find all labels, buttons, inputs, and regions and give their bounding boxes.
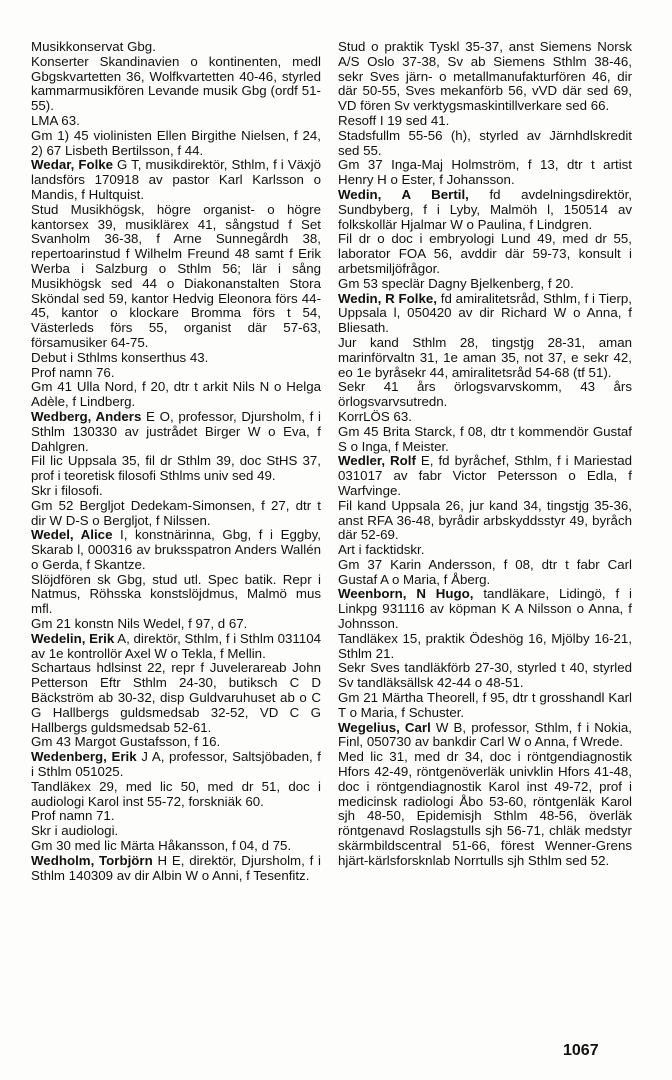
entry-text: Stud o praktik Tyskl 35-37, anst Siemens Norsk A/S Oslo 37-38, Sv ab Siemens Sthlm 38-46, sekr Sves järn- o metallmanufakturfören 46, dir där 50-55, Sves mekanförb 56, vVD där sed 69, VD fören Sv verktygsmaskintillverkare sed 66. [338, 39, 632, 114]
person-name: Wedel, Alice [31, 527, 113, 543]
entry-text: Resoff I 19 sed 41. [338, 112, 450, 128]
entry-paragraph [31, 351, 321, 366]
entry-paragraph [338, 336, 632, 380]
entry-text: Skr i audiologi. [31, 823, 119, 839]
biography-entry [31, 854, 321, 884]
entry-paragraph [31, 824, 321, 839]
person-name: Wedin, A Bertil, [338, 186, 469, 202]
entry-paragraph [31, 735, 321, 750]
entry-text: Tandläkex 15, praktik Ödeshög 16, Mjölby 16-21, Sthlm 21. [338, 630, 632, 661]
person-name: Weenborn, N Hugo, [338, 586, 474, 602]
entry-text: Slöjdfören sk Gbg, stud utl. Spec batik. Repr i Natmus, Röhsska konstslöjdmus, Malmö mus mfl. [31, 571, 321, 617]
entry-text: KorrLÖS 63. [338, 408, 412, 424]
entry-text: Gm 53 speclär Dagny Bjelkenberg, f 20. [338, 275, 574, 291]
entry-text: Gm 1) 45 violinisten Ellen Birgithe Nielsen, f 24, 2) 67 Lisbeth Bertilsson, f 44. [31, 127, 321, 158]
biography-entry [31, 410, 321, 454]
entry-text: E O, professor, Djursholm, f i Sthlm 130330 av justrådet Birger W o Eva, f Dahlgren. [31, 408, 321, 454]
entry-paragraph [338, 558, 632, 588]
entry-paragraph [338, 40, 632, 114]
person-name: Wedholm, Torbjörn [31, 852, 153, 868]
entry-paragraph [31, 366, 321, 381]
entry-text: Gm 21 Märtha Theorell, f 95, dtr t grosshandl Karl T o Maria, f Schuster. [338, 690, 632, 720]
entry-text: Gm 45 Brita Starck, f 08, dtr t kommendör Gustaf S o Inga, f Meister. [338, 423, 632, 454]
entry-text: G T, musikdirektör, Sthlm, f i Växjö landsförs 170918 av pastor Karl Karlsson o Mandis, f Hultquist. [31, 157, 322, 202]
entry-paragraph [338, 691, 632, 721]
entry-text: Debut i Sthlms konserthus 43. [31, 349, 209, 365]
entry-paragraph [31, 780, 321, 810]
entry-text: Gm 37 Inga-Maj Holmström, f 13, dtr t artist Henry H o Ester, f Johansson. [338, 157, 632, 188]
entry-paragraph [31, 499, 321, 529]
entry-paragraph [31, 617, 321, 632]
biography-entry [338, 721, 632, 751]
entry-text: Gm 41 Ulla Nord, f 20, dtr t arkit Nils N o Helga Adèle, f Lindberg. [31, 379, 321, 410]
entry-paragraph [338, 129, 632, 159]
entry-text: Fil kand Uppsala 26, jur kand 34, tingstjg 35-36, anst RFA 36-48, byrådir arbskyddsstyr 49, byråch där 52-69. [338, 497, 632, 543]
entry-paragraph [31, 203, 321, 351]
entry-text: Skr i filosofi. [31, 482, 103, 498]
entry-paragraph [338, 425, 632, 455]
entry-text: Tandläkex 29, med lic 50, med dr 51, doc i audiologi Karol inst 55-72, forskniäk 60. [31, 778, 321, 809]
entry-paragraph [338, 380, 632, 410]
entry-text: Fil lic Uppsala 35, fil dr Sthlm 39, doc StHS 37, prof i teoretisk filosofi Sthlms univ sed 49. [31, 453, 321, 484]
entry-text: Schartaus hdlsinst 22, repr f Juvelerareab John Petterson Eftr Sthlm 24-30, butiksch C D Bäckström ab 30-32, disp Guldvaruhuset ab o C G Hallbergs guldsmedsab 32-52, VD C G Hallbergs guldsmedsab 52-61. [31, 660, 321, 735]
biography-entry [338, 188, 632, 232]
person-name: Wedenberg, Erik [31, 749, 137, 765]
entry-text: fd avdelningsdirektör, Sundbyberg, f i Lyby, Malmöh l, 150514 av folkskollär Hjalmar W o Paulina, f Lindgren. [338, 186, 633, 232]
entry-text: Gm 43 Margot Gustafsson, f 16. [31, 734, 221, 750]
entry-text: LMA 63. [31, 112, 80, 128]
entry-paragraph [338, 499, 632, 543]
left-column [31, 40, 321, 883]
person-name: Wedberg, Anders [31, 408, 142, 424]
entry-text: Stud Musikhögsk, högre organist- o högre kantorsex 39, musiklärex 41, sångstud f Set Svanholm 36-38, f Arne Sunnegårdh 38, repertoarinstud f Wilhelm Freund 48 samt f Erik Werba i Salzburg o Sthlm 56; lär i sång Musikhögsk sed 44 o Diakonanstalten Stora Sköndal sed 59, kantor Hedvig Eleonora förs 44-45, kantor o klockare Bromma förs t 54, Västerleds förs 55, organist där 57-63, församusiker 64-75. [31, 201, 321, 350]
biography-entry [31, 750, 321, 780]
entry-text: J A, professor, Saltsjöbaden, f i Sthlm 051025. [31, 749, 321, 780]
entry-paragraph [31, 454, 321, 484]
entry-text: Prof namn 76. [31, 364, 115, 380]
entry-paragraph [31, 114, 321, 129]
entry-text: Med lic 31, med dr 34, doc i röntgendiagnostik Hfors 42-49, röntgenöverläk univklin Hfors 41-48, doc i röntgendiagnostik Karol inst 49-72, prof i medicinsk radiologi Åbo 53-60, röntgenläk Karol sjh 48-50, Epidemisjh Sthlm 48-56, överläk röntgenavd Roslagstulls sjh 56-71, chläk medstyr skärmbildscentral 51-66, förest Wenner-Grens hjärt-kärlsforsknlab Norrtulls sjh Sthlm sed 52. [338, 749, 632, 868]
entry-text: E, fd byråchef, Sthlm, f i Mariestad 031017 av fabr Victor Petersson o Edla, f Warfvinge. [338, 453, 632, 498]
entry-paragraph [338, 750, 632, 868]
entry-paragraph [338, 232, 632, 276]
right-column [338, 40, 632, 869]
entry-paragraph [31, 839, 321, 854]
entry-paragraph [338, 158, 632, 188]
person-name: Wedar, Folke [31, 157, 114, 173]
person-name: Wedelin, Erik [31, 630, 115, 646]
entry-paragraph [31, 809, 321, 824]
entry-paragraph [338, 632, 632, 662]
entry-paragraph [31, 40, 321, 55]
biography-entry [31, 158, 321, 202]
entry-paragraph [338, 661, 632, 691]
biography-entry [31, 528, 321, 572]
entry-text: Musikkonservat Gbg. [31, 39, 156, 54]
entry-paragraph [338, 114, 632, 129]
entry-text: Stadsfullm 55-56 (h), styrled av Järnhdlskredit sed 55. [338, 127, 632, 158]
entry-text: tandläkare, Lidingö, f i Linkpg 931116 av köpman K A Nilsson o Anna, f Johnsson. [338, 586, 632, 632]
entry-text: Prof namn 71. [31, 808, 115, 824]
person-name: Wedler, Rolf [338, 453, 416, 469]
entry-text: Konserter Skandinavien o kontinenten, medl Gbgskvartetten 36, Wolfkvartetten 40-46, styrled kammarmusikfören Levande musik Gbg (ordf 51-55). [31, 53, 321, 114]
entry-text: Sekr Sves tandläkförb 27-30, styrled t 40, styrled Sv tandläksällsk 42-44 o 48-51. [338, 660, 632, 691]
entry-paragraph [31, 55, 321, 114]
entry-text: Gm 37 Karin Andersson, f 08, dtr t fabr Carl Gustaf A o Maria, f Åberg. [338, 556, 632, 587]
entry-text: I, konstnärinna, Gbg, f i Eggby, Skarab l, 000316 av bruksspatron Anders Wallén o Gerda, f Skantze. [31, 527, 321, 572]
entry-text: A, direktör, Sthlm, f i Sthlm 031104 av 1e kontrollör Axel W o Tekla, f Mellin. [31, 630, 321, 661]
biography-entry [338, 454, 632, 498]
entry-text: W B, professor, Sthlm, f i Nokia, Finl, 050730 av bankdir Carl W o Anna, f Wrede. [338, 719, 632, 750]
entry-paragraph [31, 573, 321, 617]
entry-paragraph [338, 410, 632, 425]
entry-paragraph [338, 543, 632, 558]
entry-paragraph [31, 129, 321, 159]
entry-text: Jur kand Sthlm 28, tingstjg 28-31, aman marinförvaltn 31, 1e aman 35, not 37, e sekr 42, eo 1e byråsekr 44, amiralitetsråd 54-68 (tf 51). [338, 334, 632, 380]
biography-entry [338, 587, 632, 631]
biography-entry [31, 632, 321, 662]
entry-paragraph [338, 277, 632, 292]
entry-paragraph [31, 380, 321, 410]
entry-paragraph [31, 484, 321, 499]
page-number: 1067 [563, 1042, 599, 1059]
entry-text: Fil dr o doc i embryologi Lund 49, med dr 55, laborator FOA 56, avddir där 59-73, konsult i arbetsmiljöfrågor. [338, 231, 632, 276]
person-name: Wegelius, Carl [338, 719, 431, 735]
entry-text: H E, direktör, Djursholm, f i Sthlm 140309 av dir Albin W o Anni, f Tesenfitz. [31, 852, 321, 883]
entry-text: Sekr 41 års örlogsvarvskomm, 43 års örlogsvarvsutredn. [338, 379, 632, 410]
entry-text: Gm 21 konstn Nils Wedel, f 97, d 67. [31, 616, 248, 632]
entry-text: Art i facktidskr. [338, 542, 425, 558]
biography-entry [338, 292, 632, 336]
person-name: Wedin, R Folke, [338, 290, 437, 306]
entry-paragraph [31, 661, 321, 735]
entry-text: fd amiralitetsråd, Sthlm, f i Tierp, Uppsala l, 050420 av dir Richard W o Anna, f Bliesath. [338, 290, 632, 336]
entry-text: Gm 52 Bergljot Dedekam-Simonsen, f 27, dtr t dir W D-S o Bergljot, f Nilssen. [31, 497, 321, 528]
entry-text: Gm 30 med lic Märta Håkansson, f 04, d 75. [31, 838, 292, 854]
